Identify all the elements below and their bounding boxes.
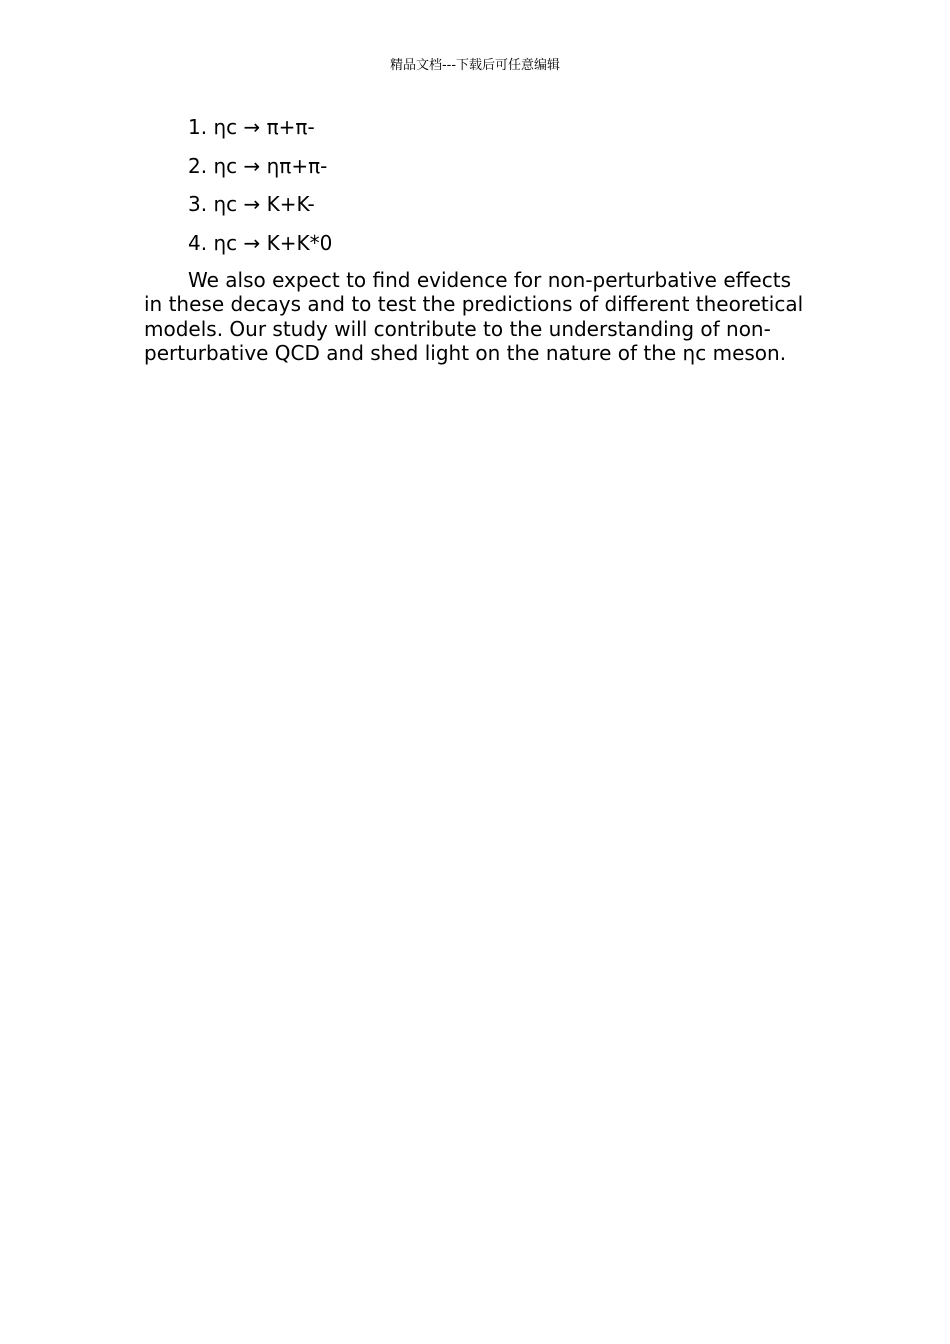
list-item-number: 2. <box>188 153 208 178</box>
list-item <box>188 114 332 140</box>
list-item-text: ηc → K+K*0 <box>213 230 333 255</box>
body-paragraph: We also expect to find evidence for non-perturbative effects in these decays and to test the predictions of different theoretical models. Our study will contribute to the understanding of non-perturbative QCD and shed light on the nature of the ηc meson. <box>144 268 804 365</box>
list-item <box>188 153 332 179</box>
list-item-number: 1. <box>188 115 208 139</box>
list-item <box>188 230 332 256</box>
list-item-text: ηc → π+π- <box>213 115 315 139</box>
list-item-text: ηc → ηπ+π- <box>213 153 328 178</box>
list-item-number: 3. <box>188 192 208 216</box>
list-item <box>188 191 332 217</box>
list-item-text: ηc → K+K- <box>213 192 315 216</box>
page-header: 精品文档---下载后可任意编辑 <box>389 58 561 73</box>
list-item-number: 4. <box>188 230 208 255</box>
decay-list <box>188 114 332 268</box>
